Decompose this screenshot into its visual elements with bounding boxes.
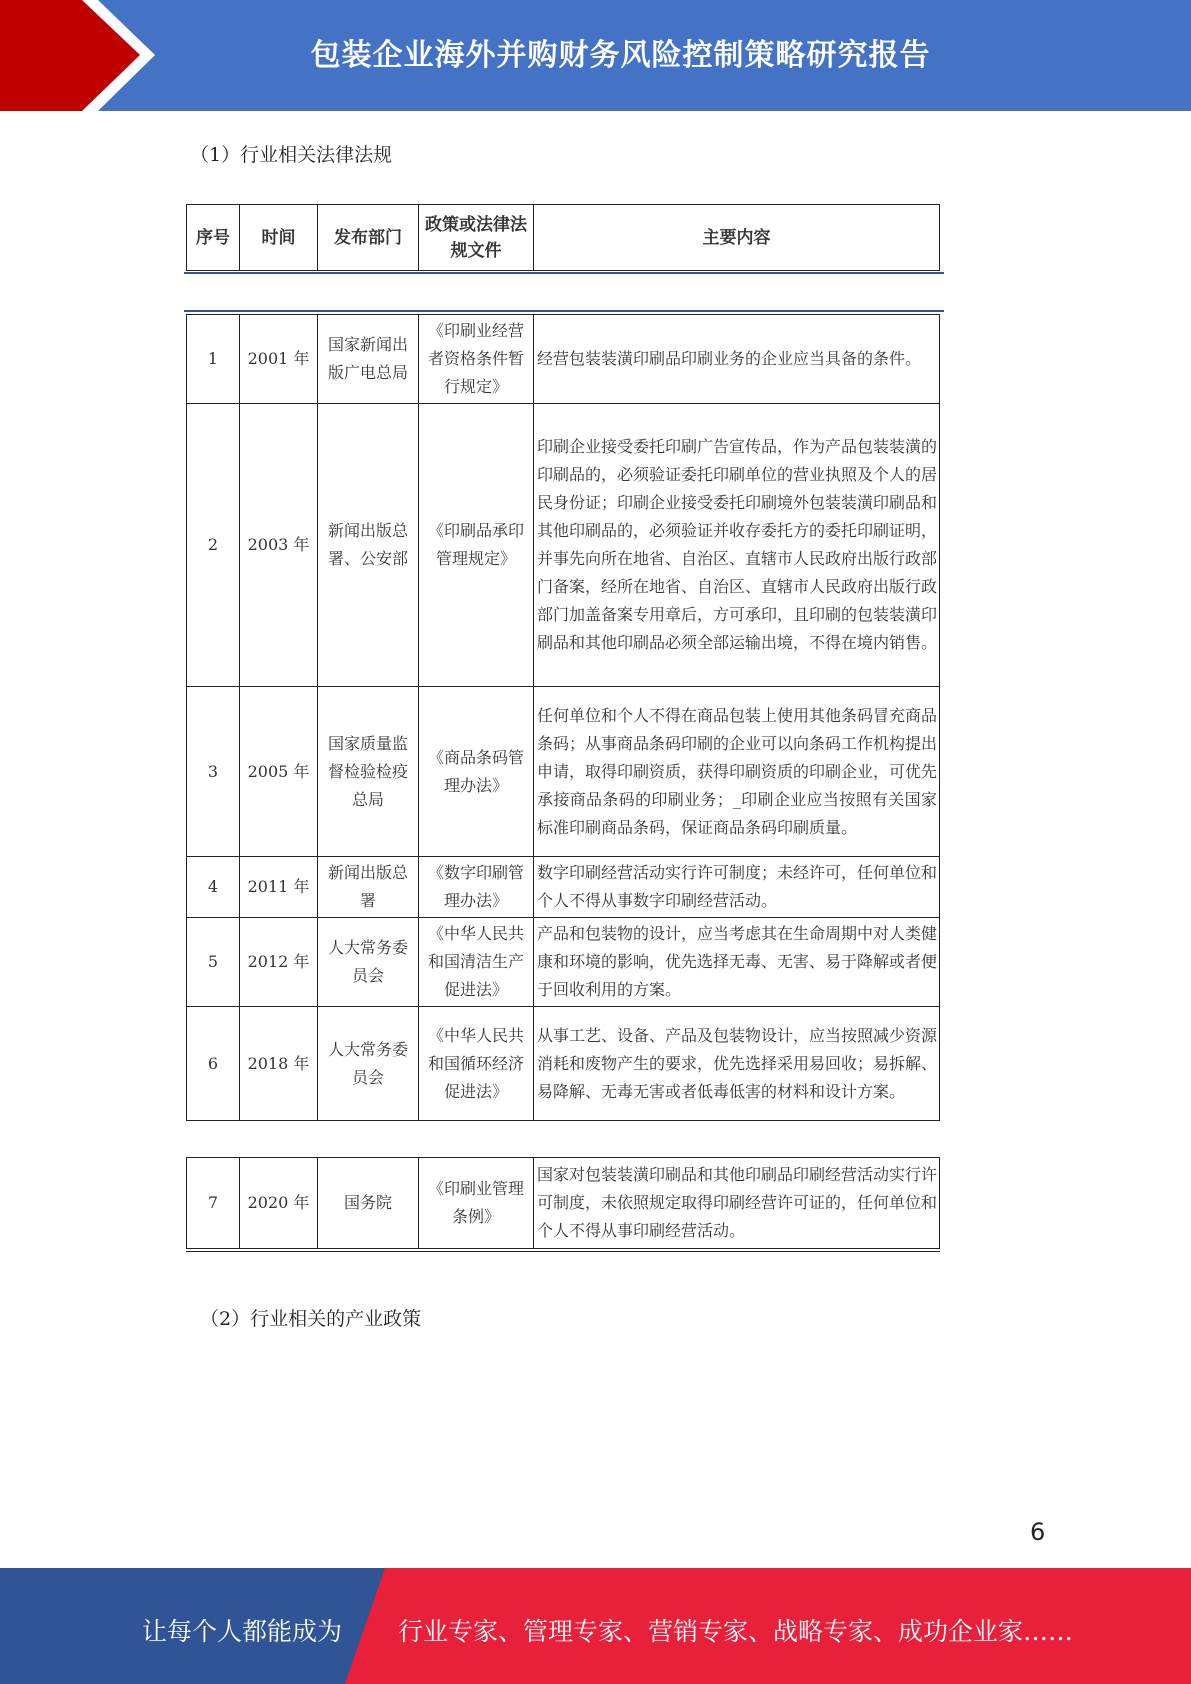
cell-year: 2018 年 [240, 1007, 318, 1121]
header-cell-dept: 发布部门 [318, 205, 419, 271]
section-heading-policy: （2）行业相关的产业政策 [200, 1308, 422, 1330]
table-row [187, 857, 940, 918]
header-banner [0, 0, 1191, 111]
table-row [187, 918, 940, 1007]
cell-content: 经营包装装潢印刷品印刷业务的企业应当具备的条件。 [534, 315, 940, 404]
cell-content: 数字印刷经营活动实行许可制度；未经许可，任何单位和个人不得从事数字印刷经营活动。 [534, 857, 940, 918]
cell-doc: 《印刷业管理条例》 [419, 1158, 534, 1250]
cell-dept: 人大常务委员会 [318, 1007, 419, 1121]
cell-year: 2012 年 [240, 918, 318, 1007]
law-table-body [186, 314, 940, 1121]
cell-content: 国家对包装装潢印刷品和其他印刷品印刷经营活动实行许可制度，未依照规定取得印刷经营许可证的，任何单位和个人不得从事印刷经营活动。 [534, 1158, 940, 1250]
cell-doc: 《中华人民共和国循环经济促进法》 [419, 1007, 534, 1121]
cell-year: 2003 年 [240, 404, 318, 687]
law-table-header [186, 204, 940, 271]
table-row [187, 315, 940, 404]
cell-year: 2020 年 [240, 1158, 318, 1250]
footer-banner [0, 1568, 1191, 1684]
cell-year: 2001 年 [240, 315, 318, 404]
cell-no: 5 [187, 918, 240, 1007]
cell-dept: 国家质量监督检验检疫总局 [318, 687, 419, 857]
footer-slogan-right: 行业专家、管理专家、营销专家、战略专家、成功企业家…… [398, 1617, 1074, 1646]
cell-doc: 《数字印刷管理办法》 [419, 857, 534, 918]
cell-dept: 新闻出版总署、公安部 [318, 404, 419, 687]
cell-doc: 《印刷业经营者资格条件暂行规定》 [419, 315, 534, 404]
cell-no: 7 [187, 1158, 240, 1250]
header-cell-no: 序号 [187, 205, 240, 271]
cell-content: 印刷企业接受委托印刷广告宣传品，作为产品包装装潢的印刷品的，必须验证委托印刷单位的营业执照及个人的居民身份证；印刷企业接受委托印刷境外包装装潢印刷品和其他印刷品的，必须验证并收存委托方的委托印刷证明，并事先向所在地省、自治区、直辖市人民政府出版行政部门备案，经所在地省、自治区、直辖市人民政府出版行政部门加盖备案专用章后，方可承印，且印刷的包装装潢印刷品和其他印刷品必须全部运输出境，不得在境内销售。 [534, 404, 940, 687]
cell-dept: 人大常务委员会 [318, 918, 419, 1007]
cell-doc: 《商品条码管理办法》 [419, 687, 534, 857]
header-cell-year: 时间 [240, 205, 318, 271]
cell-dept: 国务院 [318, 1158, 419, 1250]
table-row [187, 1007, 940, 1121]
page-number: 6 [1030, 1518, 1046, 1546]
cell-dept: 国家新闻出版广电总局 [318, 315, 419, 404]
cell-content: 任何单位和个人不得在商品包装上使用其他条码冒充商品条码；从事商品条码印刷的企业可以向条码工作机构提出申请，取得印刷资质，获得印刷资质的印刷企业，可优先承接商品条码的印刷业务；_印刷企业应当按照有关国家标准印刷商品条码，保证商品条码印刷质量。 [534, 687, 940, 857]
table-row [187, 687, 940, 857]
cell-no: 1 [187, 315, 240, 404]
cell-no: 3 [187, 687, 240, 857]
table-divider [184, 272, 944, 274]
cell-no: 6 [187, 1007, 240, 1121]
footer-slogan-left: 让每个人都能成为 [142, 1617, 343, 1646]
section-heading-laws: （1）行业相关法律法规 [190, 144, 393, 166]
table-row [187, 1158, 940, 1250]
cell-content: 产品和包装物的设计，应当考虑其在生命周期中对人类健康和环境的影响，优先选择无毒、无害、易于降解或者便于回收利用的方案。 [534, 918, 940, 1007]
report-title: 包装企业海外并购财务风险控制策略研究报告 [310, 38, 931, 73]
cell-doc: 《中华人民共和国清洁生产促进法》 [419, 918, 534, 1007]
header-chevron-icon [0, 0, 140, 111]
table-row [187, 404, 940, 687]
law-table-continued [186, 1157, 940, 1252]
cell-year: 2005 年 [240, 687, 318, 857]
header-cell-content: 主要内容 [534, 205, 940, 271]
cell-dept: 新闻出版总署 [318, 857, 419, 918]
cell-doc: 《印刷品承印管理规定》 [419, 404, 534, 687]
header-cell-doc: 政策或法律法规文件 [419, 205, 534, 271]
cell-no: 4 [187, 857, 240, 918]
cell-year: 2011 年 [240, 857, 318, 918]
cell-no: 2 [187, 404, 240, 687]
cell-content: 从事工艺、设备、产品及包装物设计，应当按照减少资源消耗和废物产生的要求，优先选择采用易回收；易拆解、易降解、无毒无害或者低毒低害的材料和设计方案。 [534, 1007, 940, 1121]
table-divider [184, 310, 944, 312]
